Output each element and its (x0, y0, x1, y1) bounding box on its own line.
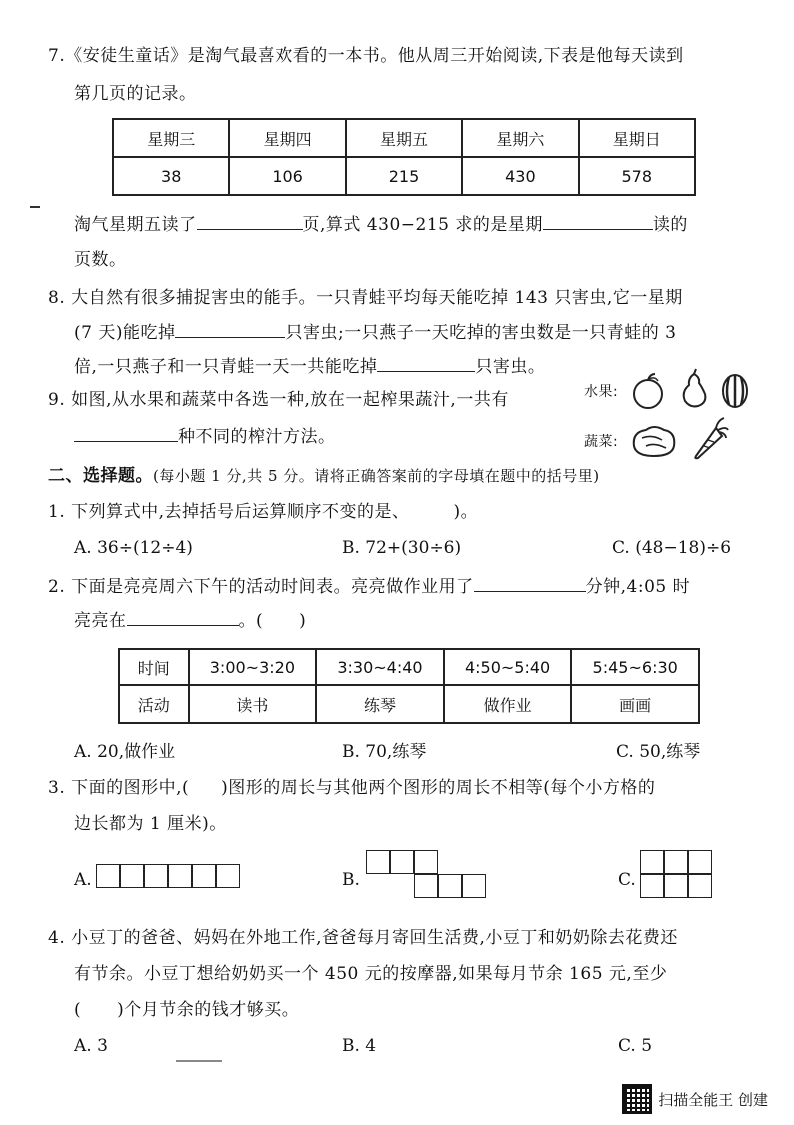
grid-square (414, 850, 438, 874)
c4-line2: 有节余。小豆丁想给奶奶买一个 450 元的按摩器,如果每月节余 165 元,至少 (74, 964, 668, 984)
c2-time-cell: 3:30~4:40 (316, 649, 444, 685)
q7-fill-a: 淘气星期五读了 (74, 215, 197, 235)
q7-line3 (74, 212, 688, 237)
grid-square (688, 874, 712, 898)
watermark-text: 扫描全能王 创建 (658, 1090, 768, 1109)
c3-line1 (48, 776, 655, 800)
pear-icon (678, 368, 710, 410)
grid-square (438, 874, 462, 898)
c3-label-c: C. (618, 870, 636, 890)
q7-header-cell: 星期日 (579, 119, 695, 157)
faded-mark (176, 1060, 222, 1062)
grid-square (640, 850, 664, 874)
c2-option-a: A. 20,做作业 (74, 742, 176, 762)
c2-stem-e: ) (299, 611, 307, 631)
c3-figure-c (640, 850, 716, 902)
q8-answer-blank-2[interactable] (377, 354, 475, 372)
c2-stem-d: 。( (238, 611, 264, 631)
q7-header-cell: 星期六 (462, 119, 578, 157)
c4-option-a: A. 3 (74, 1036, 108, 1056)
c2-row-head-time: 时间 (119, 649, 189, 685)
q9-line2-text: 种不同的榨汁方法。 (178, 427, 336, 447)
c2-schedule-table (118, 648, 700, 724)
q7-fill-b: 页,算式 430−215 求的是星期 (302, 215, 543, 235)
q8-line3 (74, 354, 545, 379)
c2-stem-c: 亮亮在 (74, 611, 127, 631)
q7-header-cell: 星期三 (113, 119, 229, 157)
c2-option-c: C. 50,练琴 (616, 742, 701, 762)
grid-square (216, 864, 240, 888)
c1-option-a: A. 36÷(12÷4) (74, 538, 193, 558)
c2-stem-line2 (74, 608, 306, 633)
c3-line1b: )图形的周长与其他两个图形的周长不相等(每个小方格的 (221, 778, 656, 798)
grid-square (640, 874, 664, 898)
c2-time-cell: 5:45~6:30 (571, 649, 699, 685)
c2-answer-blank-1[interactable] (474, 574, 586, 592)
c3-figure-a (96, 864, 244, 890)
carrot-icon (690, 416, 730, 462)
q7-line1: 7.《安徒生童话》是淘气最喜欢看的一本书。他从周三开始阅读,下表是他每天读到 (48, 46, 684, 66)
c2-activity-cell: 练琴 (316, 685, 444, 723)
c2-stem-line1 (48, 574, 690, 599)
section2-title: 二、选择题。 (48, 466, 153, 486)
c4-option-b: B. 4 (342, 1036, 377, 1056)
c2-stem-b: 分钟,4:05 时 (585, 577, 691, 597)
c2-option-b: B. 70,练琴 (342, 742, 427, 762)
c1-option-c: C. (48−18)÷6 (612, 538, 732, 558)
q8-line2 (74, 320, 676, 345)
c3-figure-b (366, 850, 490, 902)
watermelon-icon (720, 370, 750, 410)
c4-line3 (74, 998, 299, 1022)
grid-square (390, 850, 414, 874)
q7-header-cell: 星期四 (229, 119, 345, 157)
q7-header-cell: 星期五 (346, 119, 462, 157)
grid-square (192, 864, 216, 888)
c3-line2: 边长都为 1 厘米)。 (74, 814, 227, 834)
q7-value-cell: 38 (113, 157, 229, 195)
q7-value-cell: 430 (462, 157, 578, 195)
q7-reading-table (112, 118, 696, 196)
q8-line2a: (7 天)能吃掉 (74, 323, 176, 343)
c1-stem-c: )。 (453, 502, 479, 522)
cabbage-icon (628, 420, 682, 460)
c2-activity-cell: 画画 (571, 685, 699, 723)
q7-answer-blank-2[interactable] (543, 212, 653, 230)
grid-square (366, 850, 390, 874)
c1-stem-b: 、 (392, 502, 410, 522)
grid-square (664, 850, 688, 874)
q9-veg-label: 蔬菜: (584, 434, 619, 450)
q9-answer-blank[interactable] (74, 424, 178, 442)
c3-label-b: B. (342, 870, 360, 890)
c2-row-head-activity: 活动 (119, 685, 189, 723)
q7-fill-c: 读的 (652, 215, 688, 235)
scanner-watermark (622, 1084, 768, 1114)
grid-square (688, 850, 712, 874)
c4-line1: 4. 小豆丁的爸爸、妈妈在外地工作,爸爸每月寄回生活费,小豆丁和奶奶除去花费还 (48, 928, 678, 948)
grid-square (664, 874, 688, 898)
c2-time-cell: 4:50~5:40 (444, 649, 572, 685)
q7-answer-blank-1[interactable] (197, 212, 303, 230)
q7-line2: 第几页的记录。 (74, 84, 197, 104)
q7-line4: 页数。 (74, 250, 127, 270)
q8-line1: 8. 大自然有很多捕捉害虫的能手。一只青蛙平均每天能吃掉 143 只害虫,它一星期 (48, 288, 683, 308)
q7-value-cell: 578 (579, 157, 695, 195)
c2-activity-cell: 读书 (189, 685, 317, 723)
c2-time-cell: 3:00~3:20 (189, 649, 317, 685)
q7-value-cell: 106 (229, 157, 345, 195)
section2-note: (每小题 1 分,共 5 分。请将正确答案前的字母填在题中的括号里) (153, 467, 600, 485)
c1-stem-a: 1. 下列算式中,去掉括号后运算顺序不变的是 (48, 502, 393, 522)
q8-line3a: 倍,一只燕子和一只青蛙一天一共能吃掉 (74, 357, 378, 377)
c4-option-c: C. 5 (618, 1036, 653, 1056)
c3-line1a: 3. 下面的图形中,( (48, 778, 190, 798)
grid-square (462, 874, 486, 898)
apple-icon (628, 372, 668, 410)
grid-square (168, 864, 192, 888)
c4-line3a: ( (74, 1000, 82, 1020)
grid-square (96, 864, 120, 888)
q8-line3b: 只害虫。 (475, 357, 546, 377)
c4-line3b: )个月节余的钱才够买。 (117, 1000, 300, 1020)
grid-square (120, 864, 144, 888)
c2-activity-cell: 做作业 (444, 685, 572, 723)
grid-square (414, 874, 438, 898)
c3-label-a: A. (74, 870, 92, 890)
stray-mark (30, 206, 40, 208)
c2-stem-a: 2. 下面是亮亮周六下午的活动时间表。亮亮做作业用了 (48, 577, 474, 597)
q8-line2b: 只害虫;一只燕子一天吃掉的害虫数是一只青蛙的 3 (285, 323, 677, 343)
q9-fruit-label: 水果: (584, 384, 619, 400)
q9-line2 (74, 424, 336, 449)
section2-heading (48, 464, 600, 488)
c2-answer-blank-2[interactable] (127, 608, 239, 626)
c1-option-b: B. 72+(30÷6) (342, 538, 462, 558)
q7-value-cell: 215 (346, 157, 462, 195)
q9-line1: 9. 如图,从水果和蔬菜中各选一种,放在一起榨果蔬汁,一共有 (48, 390, 509, 410)
q8-answer-blank-1[interactable] (175, 320, 285, 338)
qr-code-icon (622, 1084, 652, 1114)
grid-square (144, 864, 168, 888)
c1-stem (48, 500, 478, 524)
